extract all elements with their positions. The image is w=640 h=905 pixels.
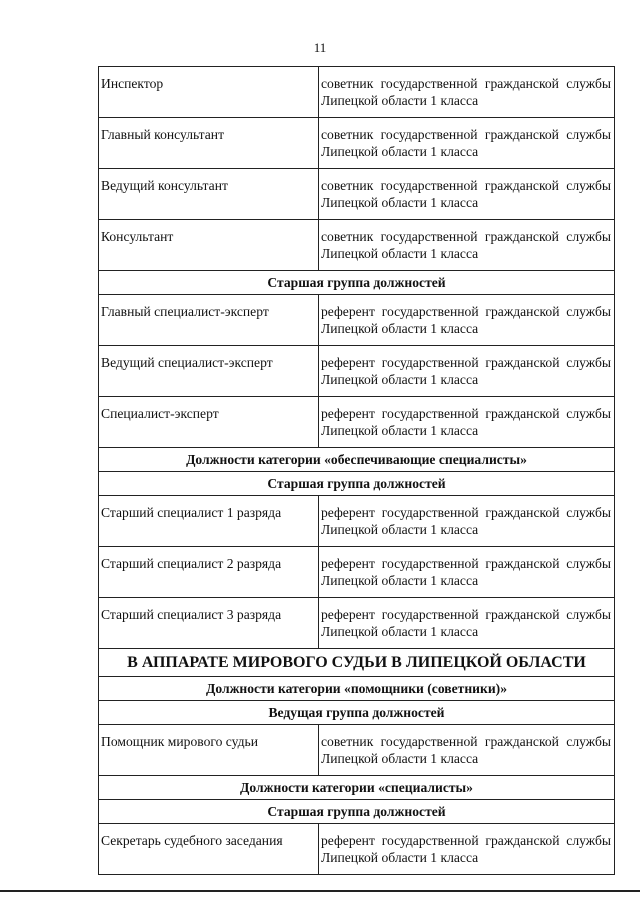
category-header: Должности категории «специалисты» [99,776,615,800]
rank-cell: референт государственной гражданской службы Липецкой области 1 класса [319,397,615,448]
table-row [99,346,615,397]
section-header: В АППАРАТЕ МИРОВОГО СУДЬИ В ЛИПЕЦКОЙ ОБЛАСТИ [99,649,615,677]
bottom-rule [0,890,640,892]
position-cell: Ведущий консультант [99,169,319,220]
category-header: Должности категории «обеспечивающие специалисты» [99,448,615,472]
position-cell: Главный специалист-эксперт [99,295,319,346]
rank-cell: референт государственной гражданской службы Липецкой области 1 класса [319,295,615,346]
table-row [99,547,615,598]
table-row [99,824,615,875]
table-row [99,220,615,271]
group-header-row [99,701,615,725]
category-header-row [99,448,615,472]
position-cell: Главный консультант [99,118,319,169]
table-row [99,397,615,448]
rank-cell: референт государственной гражданской службы Липецкой области 1 класса [319,547,615,598]
group-header: Старшая группа должностей [99,271,615,295]
position-cell: Старший специалист 1 разряда [99,496,319,547]
category-header-row [99,776,615,800]
position-cell: Помощник мирового судьи [99,725,319,776]
rank-cell: референт государственной гражданской службы Липецкой области 1 класса [319,346,615,397]
table-row [99,67,615,118]
table-row [99,725,615,776]
group-header: Старшая группа должностей [99,472,615,496]
positions-table [98,66,615,875]
position-cell: Специалист-эксперт [99,397,319,448]
position-cell: Старший специалист 2 разряда [99,547,319,598]
group-header-row [99,472,615,496]
table-row [99,169,615,220]
position-cell: Ведущий специалист-эксперт [99,346,319,397]
table-row [99,118,615,169]
rank-cell: советник государственной гражданской службы Липецкой области 1 класса [319,118,615,169]
position-cell: Консультант [99,220,319,271]
position-cell: Старший специалист 3 разряда [99,598,319,649]
position-cell: Инспектор [99,67,319,118]
category-header-row [99,677,615,701]
rank-cell: советник государственной гражданской службы Липецкой области 1 класса [319,725,615,776]
rank-cell: советник государственной гражданской службы Липецкой области 1 класса [319,67,615,118]
group-header: Ведущая группа должностей [99,701,615,725]
group-header-row [99,800,615,824]
table-row [99,496,615,547]
rank-cell: советник государственной гражданской службы Липецкой области 1 класса [319,220,615,271]
section-header-row [99,649,615,677]
rank-cell: референт государственной гражданской службы Липецкой области 1 класса [319,598,615,649]
rank-cell: референт государственной гражданской службы Липецкой области 1 класса [319,496,615,547]
table-row [99,295,615,346]
table-row [99,598,615,649]
category-header: Должности категории «помощники (советники)» [99,677,615,701]
rank-cell: референт государственной гражданской службы Липецкой области 1 класса [319,824,615,875]
group-header: Старшая группа должностей [99,800,615,824]
page-number: 11 [313,40,327,55]
position-cell: Секретарь судебного заседания [99,824,319,875]
rank-cell: советник государственной гражданской службы Липецкой области 1 класса [319,169,615,220]
group-header-row [99,271,615,295]
